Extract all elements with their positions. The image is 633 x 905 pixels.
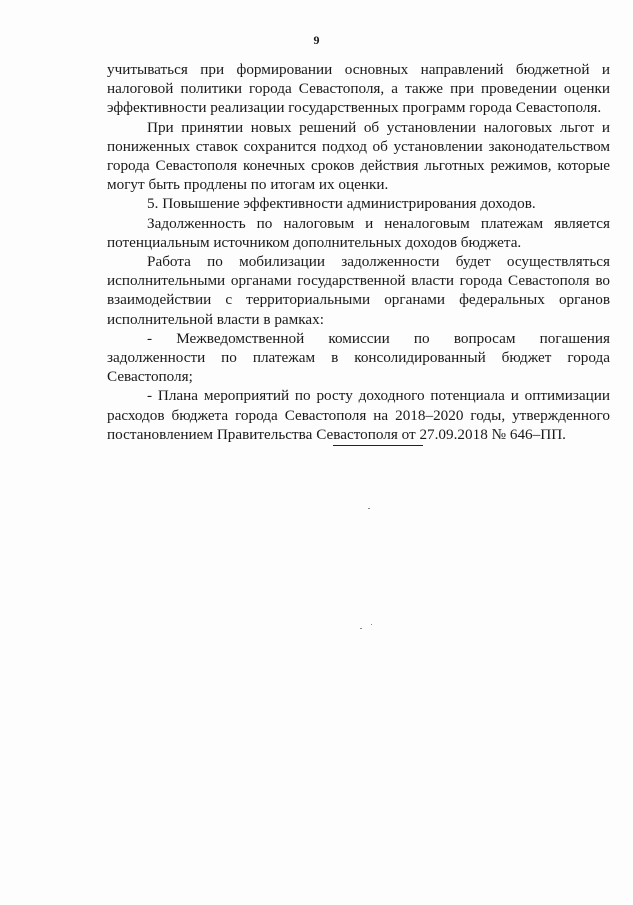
paragraph-tax-benefits: При принятии новых решений об установлении налоговых льгот и пониженных ставок сохранится подход об установлении законодательством города Севастополя конечных сроков действия льготных режимов, которые могут быть продлены по итогам их оценки. [107, 118, 610, 194]
list-item-commission: - Межведомственной комиссии по вопросам погашения задолженности по платежам в консолидированный бюджет города Севастополя; [107, 329, 610, 386]
scan-speck [360, 628, 362, 629]
scan-speck [371, 624, 372, 625]
document-body [107, 60, 610, 444]
paragraph-continuation: учитываться при формировании основных направлений бюджетной и налоговой политики города Севастополя, а также при проведении оценки эффективности реализации государственных программ города Севастополя. [107, 61, 610, 117]
paragraph-mobilization: Работа по мобилизации задолженности будет осуществляться исполнительными органами государственной власти города Севастополя во взаимодействии с территориальными органами федеральных органов исполнительной власти в рамках: [107, 253, 610, 328]
page-number: 9 [313, 33, 320, 47]
list-item-plan: - Плана мероприятий по росту доходного потенциала и оптимизации расходов бюджета города Севастополя на 2018–2020 годы, утвержденного постановлением Правительства Севастополя от 27.09.2018 № 646–ПП. [107, 387, 610, 443]
paragraph-debt: Задолженность по налоговым и неналоговым платежам является потенциальным источником дополнительных доходов бюджета. [107, 214, 610, 251]
section-heading-administration: 5. Повышение эффективности администрирования доходов. [147, 195, 536, 213]
end-separator-line [333, 445, 423, 446]
scan-speck [368, 508, 370, 509]
